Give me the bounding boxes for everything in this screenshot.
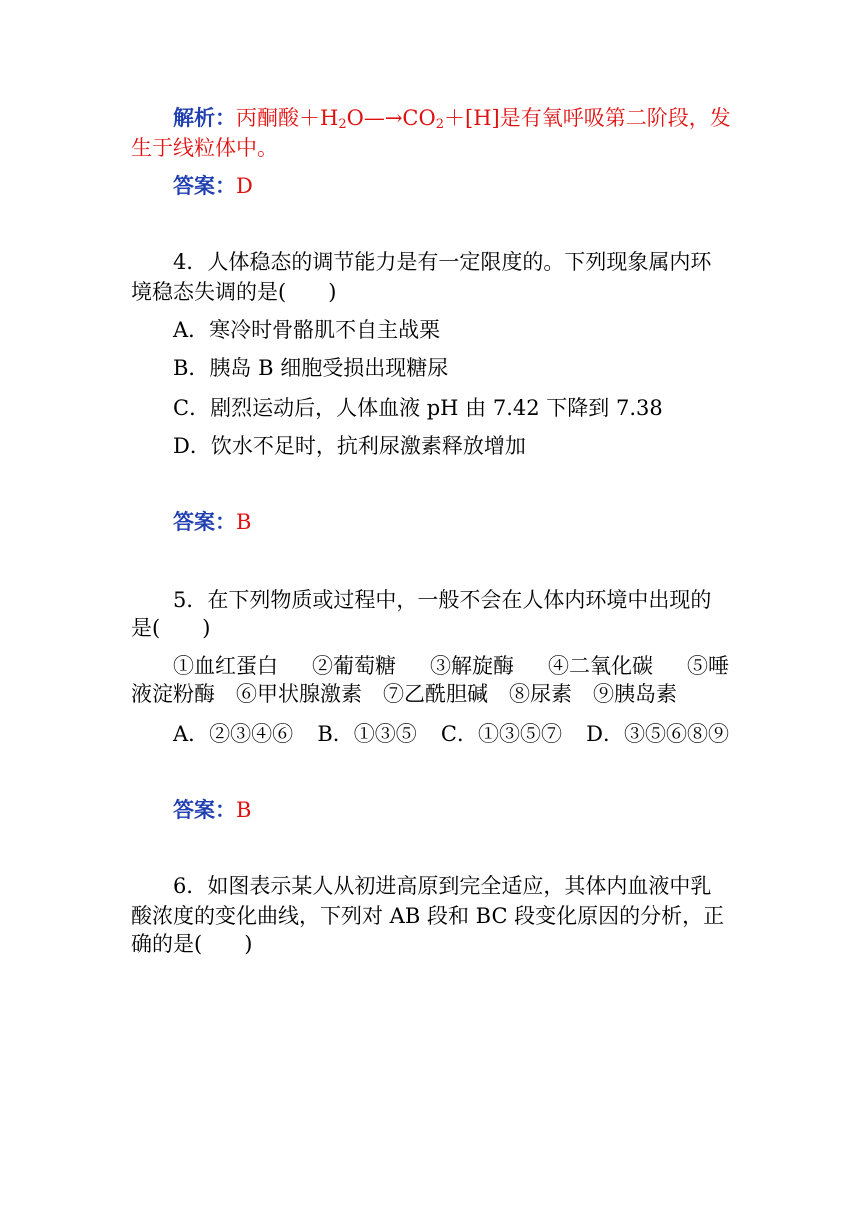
- q4-stem-line-1: 4．人体稳态的调节能力是有一定限度的。下列现象属内环: [173, 250, 712, 274]
- q5-option-a: A．②③④⑥: [173, 722, 294, 746]
- q4-option-b: B．胰岛 B 细胞受损出现糖尿: [173, 356, 449, 380]
- q5-item-3: ③解旋酶: [430, 654, 514, 678]
- analysis-text-part1: 丙酮酸＋H: [236, 106, 339, 130]
- analysis-label: 解析：: [173, 105, 236, 130]
- analysis-text-part2: O—→CO: [346, 106, 436, 130]
- q5-items-line-2: 液淀粉酶 ⑥甲状腺激素 ⑦乙酰胆碱 ⑧尿素 ⑨胰岛素: [131, 682, 677, 706]
- answer-5-label: 答案：: [173, 797, 236, 822]
- q5-options: [173, 720, 729, 748]
- q5-item-1: ①血红蛋白: [173, 654, 278, 678]
- q4-option-a: A．寒冷时骨骼肌不自主战栗: [173, 318, 441, 342]
- q5-option-b: B．①③⑤: [317, 722, 417, 746]
- answer-5: [173, 796, 251, 824]
- q5-item-4: ④二氧化碳: [548, 654, 653, 678]
- analysis-subscript-1: 2: [338, 117, 347, 132]
- q5-option-c: C．①③⑤⑦: [440, 722, 562, 746]
- q4-option-c: C．剧烈运动后，人体血液 pH 由 7.42 下降到 7.38: [173, 396, 663, 420]
- analysis-line-1: [173, 104, 731, 132]
- analysis-line-2: 生于线粒体中。: [131, 136, 278, 160]
- answer-4-value: B: [236, 510, 252, 534]
- answer-4: [173, 508, 251, 536]
- q6-stem-line-2: 酸浓度的变化曲线，下列对 AB 段和 BC 段变化原因的分析，正: [131, 904, 725, 928]
- analysis-text-part3: ＋[H]是有氧呼吸第二阶段，发: [444, 106, 731, 130]
- analysis-subscript-2: 2: [435, 117, 444, 132]
- q5-stem-line-1: 5．在下列物质或过程中，一般不会在人体内环境中出现的: [173, 588, 712, 612]
- answer-3-label: 答案：: [173, 173, 236, 198]
- q6-stem-line-3: 确的是( ): [131, 932, 253, 956]
- q6-stem-line-1: 6．如图表示某人从初进高原到完全适应，其体内血液中乳: [173, 874, 712, 898]
- q5-items-line-1: [173, 652, 729, 680]
- answer-3-value: D: [236, 174, 253, 198]
- q5-item-2: ②葡萄糖: [312, 654, 396, 678]
- q4-option-d: D．饮水不足时，抗利尿激素释放增加: [173, 434, 526, 458]
- answer-5-value: B: [236, 798, 252, 822]
- q4-stem-line-2: 境稳态失调的是( ): [131, 280, 337, 304]
- answer-4-label: 答案：: [173, 509, 236, 534]
- q5-item-5: ⑤唾: [687, 654, 729, 678]
- analysis-text: [236, 106, 731, 130]
- q5-stem-line-2: 是( ): [131, 616, 211, 640]
- q5-option-d: D．③⑤⑥⑧⑨: [586, 722, 729, 746]
- answer-3: [173, 172, 253, 200]
